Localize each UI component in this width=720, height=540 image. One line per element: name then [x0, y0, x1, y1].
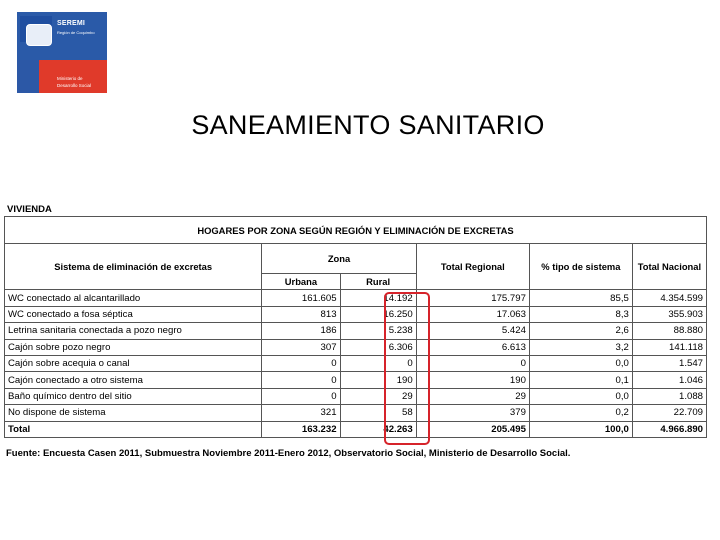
cell-rural: 29 [340, 388, 416, 404]
table-total-row [5, 421, 707, 437]
cell-rural: 0 [340, 355, 416, 371]
logo-text-region: Región de Coquimbo [57, 30, 95, 35]
cell-pct: 3,2 [529, 339, 632, 355]
cell-nacional: 22.709 [632, 405, 706, 421]
header-total-nacional: Total Nacional [632, 244, 706, 290]
total-label: Total [5, 421, 262, 437]
table-row [5, 355, 707, 371]
table-row [5, 290, 707, 306]
total-rural: 42.263 [340, 421, 416, 437]
cell-label: Cajón sobre acequia o canal [5, 355, 262, 371]
cell-nacional: 4.354.599 [632, 290, 706, 306]
cell-urbana: 186 [262, 323, 340, 339]
table-row [5, 388, 707, 404]
source-note: Fuente: Encuesta Casen 2011, Submuestra Noviembre 2011-Enero 2012, Observatorio Social, Ministerio de Desarrollo Social. [6, 448, 571, 459]
cell-nacional: 141.118 [632, 339, 706, 355]
total-regional: 205.495 [416, 421, 529, 437]
logo-text-desarrollo: Desarrollo Social [57, 83, 92, 88]
cell-pct: 0,0 [529, 388, 632, 404]
cell-urbana: 0 [262, 372, 340, 388]
header-rural: Rural [340, 274, 416, 290]
cell-label: WC conectado al alcantarillado [5, 290, 262, 306]
table-row [5, 323, 707, 339]
table-row [5, 372, 707, 388]
logo-text-seremi: SEREMI [57, 20, 86, 27]
cell-regional: 5.424 [416, 323, 529, 339]
excretas-table [4, 216, 707, 438]
cell-urbana: 813 [262, 306, 340, 322]
cell-label: Letrina sanitaria conectada a pozo negro [5, 323, 262, 339]
cell-urbana: 0 [262, 388, 340, 404]
cell-rural: 5.238 [340, 323, 416, 339]
logo-stripe-blue [17, 60, 39, 93]
cell-pct: 0,0 [529, 355, 632, 371]
table-row [5, 339, 707, 355]
total-nacional: 4.966.890 [632, 421, 706, 437]
cell-label: WC conectado a fosa séptica [5, 306, 262, 322]
cell-pct: 0,1 [529, 372, 632, 388]
cell-label: Cajón sobre pozo negro [5, 339, 262, 355]
cell-nacional: 1.547 [632, 355, 706, 371]
cell-rural: 14.192 [340, 290, 416, 306]
cell-regional: 0 [416, 355, 529, 371]
section-label: VIVIENDA [7, 204, 52, 215]
cell-pct: 0,2 [529, 405, 632, 421]
slide-title: SANEAMIENTO SANITARIO [191, 110, 545, 140]
cell-regional: 29 [416, 388, 529, 404]
header-zona: Zona [262, 244, 416, 274]
cell-rural: 6.306 [340, 339, 416, 355]
table-main-header: HOGARES POR ZONA SEGÚN REGIÓN Y ELIMINACIÓN DE EXCRETAS [5, 217, 707, 244]
total-urbana: 163.232 [262, 421, 340, 437]
cell-nacional: 1.088 [632, 388, 706, 404]
cell-urbana: 0 [262, 355, 340, 371]
cell-rural: 16.250 [340, 306, 416, 322]
cell-regional: 17.063 [416, 306, 529, 322]
table-row [5, 306, 707, 322]
logo-text-ministerio: Ministerio de [57, 76, 83, 81]
rural-column-highlight [384, 292, 430, 445]
header-total-regional: Total Regional [416, 244, 529, 290]
cell-regional: 175.797 [416, 290, 529, 306]
coat-of-arms-icon [26, 24, 52, 46]
cell-pct: 85,5 [529, 290, 632, 306]
cell-pct: 2,6 [529, 323, 632, 339]
cell-nacional: 88.880 [632, 323, 706, 339]
cell-rural: 58 [340, 405, 416, 421]
cell-nacional: 1.046 [632, 372, 706, 388]
cell-label: Cajón conectado a otro sistema [5, 372, 262, 388]
chile-flag-icon [20, 16, 52, 42]
cell-regional: 6.613 [416, 339, 529, 355]
cell-regional: 190 [416, 372, 529, 388]
cell-urbana: 161.605 [262, 290, 340, 306]
header-urbana: Urbana [262, 274, 340, 290]
table-row [5, 405, 707, 421]
cell-urbana: 307 [262, 339, 340, 355]
cell-label: Baño químico dentro del sitio [5, 388, 262, 404]
seremi-logo [17, 12, 107, 93]
header-pct: % tipo de sistema [529, 244, 632, 290]
cell-pct: 8,3 [529, 306, 632, 322]
cell-nacional: 355.903 [632, 306, 706, 322]
cell-regional: 379 [416, 405, 529, 421]
total-pct: 100,0 [529, 421, 632, 437]
cell-rural: 190 [340, 372, 416, 388]
cell-label: No dispone de sistema [5, 405, 262, 421]
cell-urbana: 321 [262, 405, 340, 421]
header-system: Sistema de eliminación de excretas [5, 244, 262, 290]
